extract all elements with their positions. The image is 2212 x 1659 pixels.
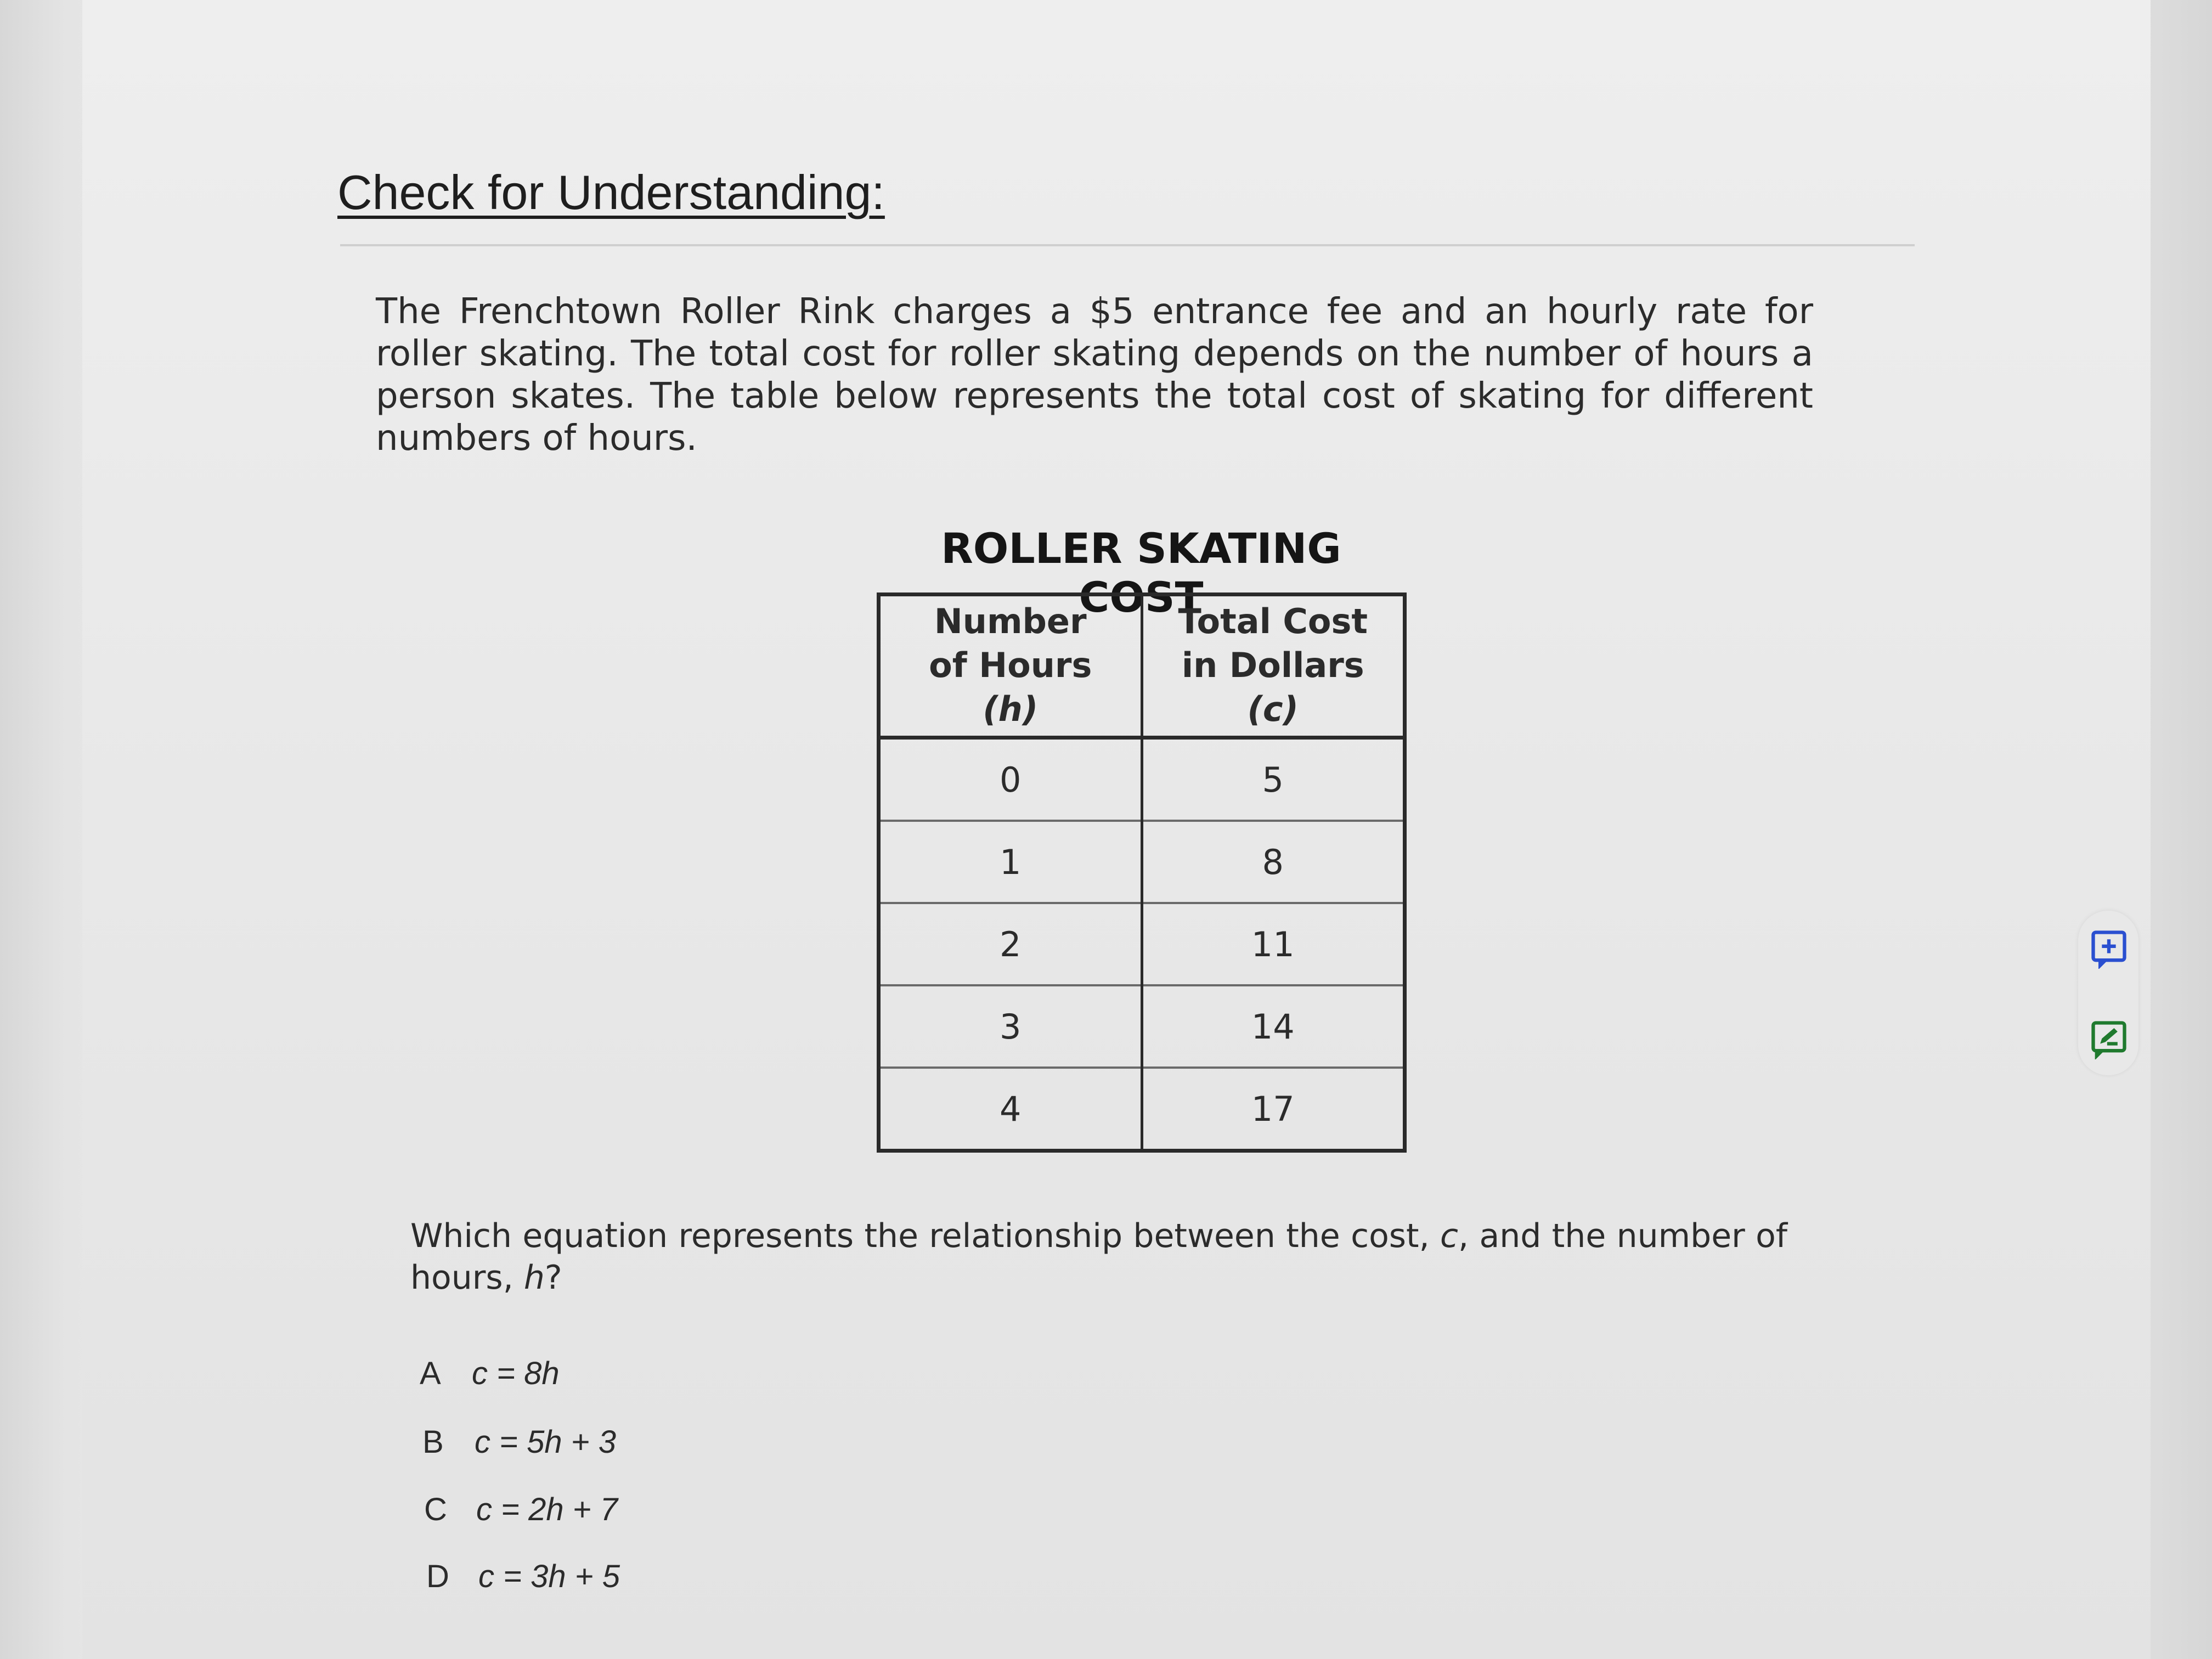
cost-cell: 14: [1142, 985, 1405, 1068]
column-header-line: in Dollars: [1181, 645, 1364, 685]
answer-choice-a[interactable]: [420, 1355, 560, 1392]
question-part: ?: [544, 1259, 562, 1297]
divider: [340, 244, 1915, 246]
column-header-line: of Hours: [929, 645, 1092, 685]
column-header-cost: [1142, 595, 1405, 738]
choice-equation: c = 8h: [472, 1356, 560, 1391]
question-part: Which equation represents the relationship between the cost,: [410, 1217, 1441, 1255]
hours-cell: 3: [879, 985, 1142, 1068]
cost-cell: 17: [1251, 1088, 1295, 1129]
answer-choice-b[interactable]: [422, 1424, 616, 1460]
side-toolbar: [2078, 911, 2138, 1075]
hours-cell: 4: [879, 1068, 1142, 1151]
table-row: [879, 738, 1405, 821]
table-row: [879, 821, 1405, 903]
cost-cell: 5: [1142, 738, 1405, 821]
column-header-variable: (h): [983, 689, 1039, 729]
column-header-line: Total Cost: [1178, 601, 1368, 641]
roller-skating-cost-table: [877, 592, 1407, 1153]
choice-letter: C: [424, 1492, 447, 1527]
choice-equation: c = 3h + 5: [478, 1559, 620, 1594]
question-variable-c: c: [1440, 1217, 1459, 1255]
hours-cell: 2: [879, 903, 1142, 985]
answer-choice-c[interactable]: [424, 1491, 618, 1528]
page-title: Check for Understanding:: [337, 165, 885, 219]
question-text: [410, 1215, 1787, 1299]
question-part: , and the number of hours,: [410, 1217, 1787, 1297]
cost-cell: 8: [1142, 821, 1405, 903]
hours-cell: 1: [879, 821, 1142, 903]
table-header-row: [879, 595, 1405, 738]
table-row: [879, 1068, 1405, 1151]
add-comment-icon[interactable]: [2088, 927, 2130, 969]
hours-cell: 0: [879, 738, 1142, 821]
choice-letter: D: [426, 1559, 449, 1594]
choice-letter: B: [422, 1424, 444, 1460]
column-header-line: Number: [934, 601, 1087, 641]
answer-choice-d[interactable]: [426, 1558, 620, 1595]
edit-comment-icon[interactable]: [2088, 1018, 2130, 1059]
problem-text: The Frenchtown Roller Rink charges a $5 entrance fee and an hourly rate for roller skating. The total cost for roller skating depends on the number of hours a person skates. The table below represents the total cost of skating for different numbers of hours.: [376, 291, 1813, 459]
cost-cell: 11: [1142, 903, 1405, 985]
table-title: ROLLER SKATING COST: [941, 524, 1341, 622]
question-variable-h: h: [523, 1259, 545, 1297]
choice-letter: A: [420, 1356, 441, 1391]
choice-equation: c = 5h + 3: [475, 1424, 616, 1460]
column-header-hours: [879, 595, 1142, 738]
column-header-variable: (c): [1247, 689, 1299, 729]
table-row: [879, 985, 1405, 1068]
choice-equation: c = 2h + 7: [476, 1492, 618, 1527]
table-row: [879, 903, 1405, 985]
